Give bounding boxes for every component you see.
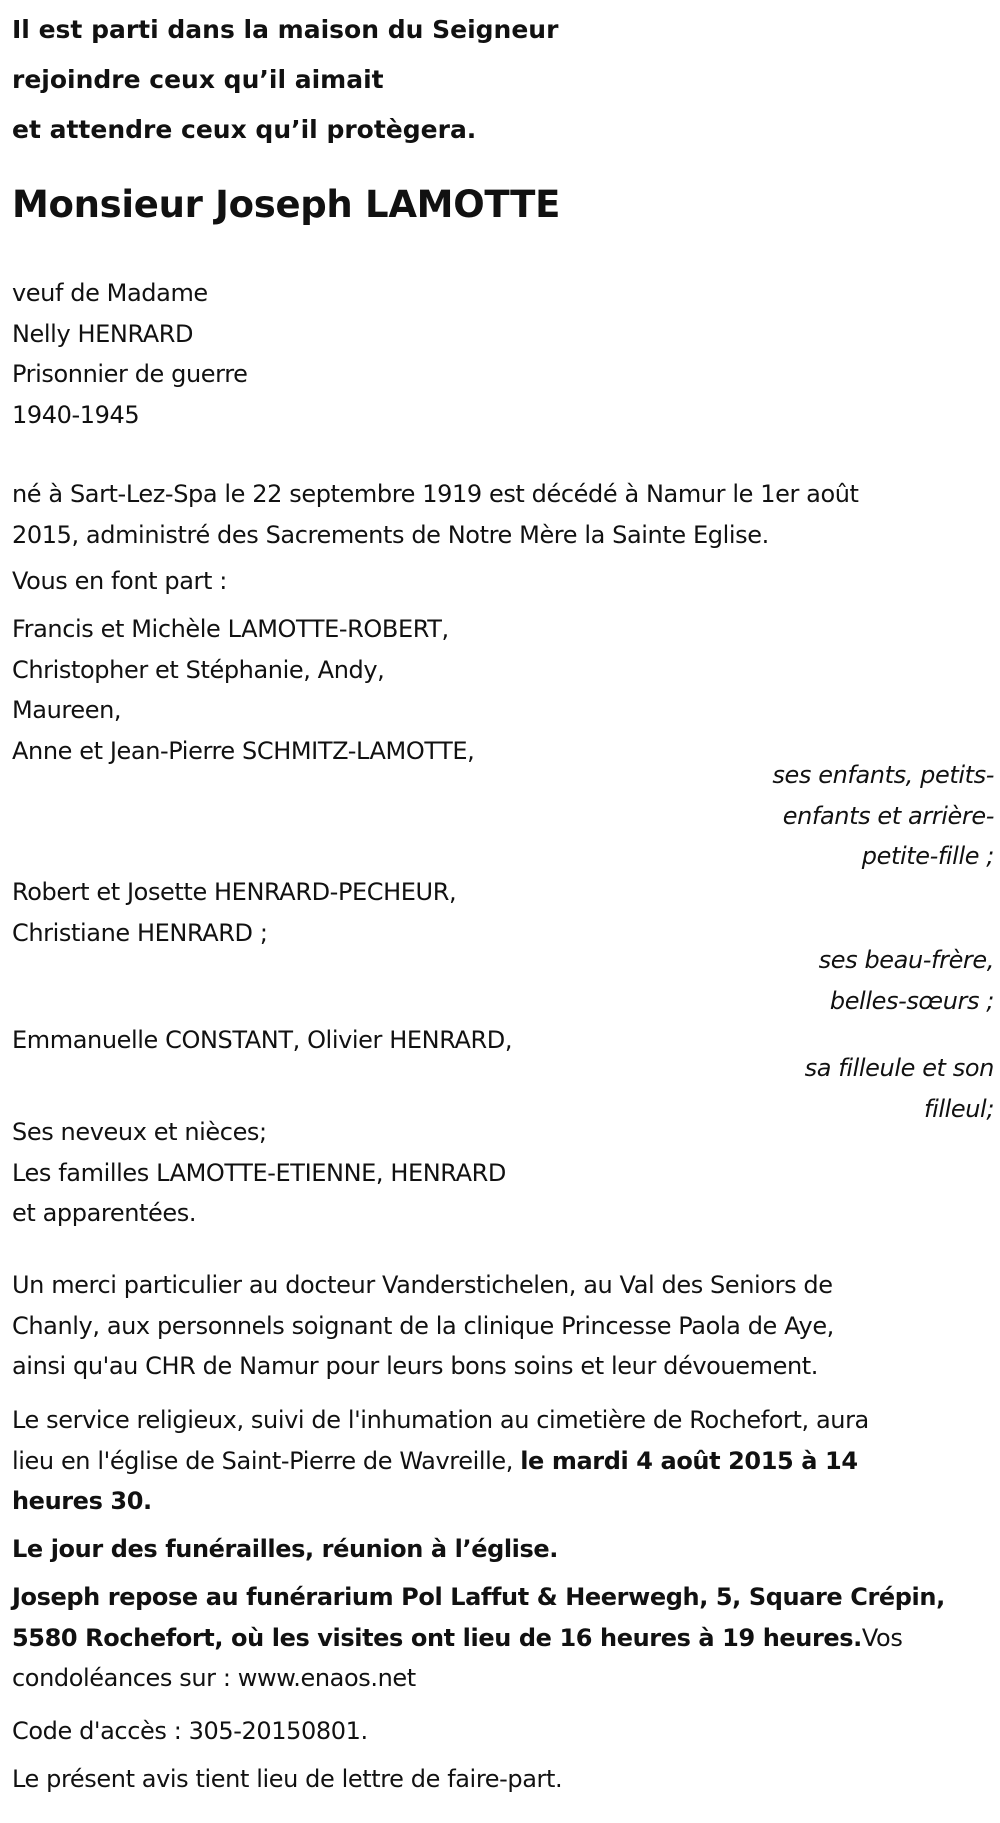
service-time: heures 30.	[12, 1487, 152, 1515]
family-line: et apparentées.	[12, 1199, 197, 1227]
extended-family-block	[12, 1112, 988, 1234]
service-line	[12, 1441, 988, 1482]
thanks-line: ainsi qu'au CHR de Namur pour leurs bons soins et leur dévouement.	[12, 1352, 818, 1380]
funerarium-address: Joseph repose au funérarium Pol Laffut & Heerwegh, 5, Square Crépin,	[12, 1583, 945, 1611]
funerarium-line	[12, 1618, 988, 1659]
closing-note: Le présent avis tient lieu de lettre de faire-part.	[12, 1765, 563, 1793]
service-date: le mardi 4 août 2015 à 14	[520, 1446, 858, 1475]
intro-block	[12, 273, 988, 435]
epigraph-line: rejoindre ceux qu’il aimait	[12, 65, 384, 94]
family-name-line: Robert et Josette HENRARD-PECHEUR,	[12, 878, 457, 906]
access-code: Code d'accès : 305-20150801.	[12, 1717, 368, 1745]
epigraph-line: Il est parti dans la maison du Seigneur	[12, 15, 559, 44]
funerarium-line	[12, 1577, 988, 1618]
birth-death-block	[12, 474, 988, 555]
role-line: ses beau-frère,	[818, 946, 994, 974]
announce-text: Vous en font part :	[12, 567, 227, 595]
role-line: belles-sœurs ;	[829, 986, 994, 1015]
intro-line: 1940-1945	[12, 400, 140, 429]
funerarium-block	[12, 1577, 988, 1699]
intro-line: Nelly HENRARD	[12, 319, 194, 348]
family-name-line: Maureen,	[12, 696, 122, 724]
family-line: Les familles LAMOTTE-ETIENNE, HENRARD	[12, 1158, 506, 1187]
role-line: petite-fille ;	[861, 842, 994, 870]
condolences-line: condoléances sur : www.enaos.net	[12, 1664, 416, 1692]
family-name-line: Christiane HENRARD ;	[12, 918, 268, 947]
family-name-line: Anne et Jean-Pierre SCHMITZ-LAMOTTE,	[12, 736, 475, 765]
role-children	[772, 755, 994, 877]
family-line: Ses neveux et nièces;	[12, 1118, 267, 1146]
condolences-prefix: Vos	[861, 1623, 903, 1652]
service-place: lieu en l'église de Saint-Pierre de Wavreille,	[12, 1446, 521, 1475]
epigraph-line: et attendre ceux qu’il protègera.	[12, 115, 477, 144]
role-in-laws	[819, 940, 994, 1021]
thanks-line: Un merci particulier au docteur Vanderstichelen, au Val des Seniors de	[12, 1271, 833, 1299]
intro-line: veuf de Madame	[12, 279, 208, 307]
birth-death-line: 2015, administré des Sacrements de Notre Mère la Sainte Eglise.	[12, 520, 769, 549]
role-line: enfants et arrière-	[782, 801, 994, 830]
intro-line: Prisonnier de guerre	[12, 360, 248, 388]
deceased-name: Monsieur Joseph LAMOTTE	[12, 183, 561, 226]
role-line: ses enfants, petits-	[772, 761, 994, 789]
service-line: Le service religieux, suivi de l'inhumation au cimetière de Rochefort, aura	[12, 1406, 869, 1434]
epigraph	[12, 5, 558, 155]
funerarium-visits: 5580 Rochefort, où les visites ont lieu de 16 heures à 19 heures.	[12, 1623, 862, 1652]
birth-death-line: né à Sart-Lez-Spa le 22 septembre 1919 est décédé à Namur le 1er août	[12, 480, 859, 508]
role-line: filleul;	[924, 1094, 994, 1123]
funeral-day-bold: Le jour des funérailles, réunion à l’église.	[12, 1535, 558, 1563]
thanks-line: Chanly, aux personnels soignant de la clinique Princesse Paola de Aye,	[12, 1311, 834, 1340]
role-line: sa filleule et son	[804, 1054, 994, 1082]
service-line	[12, 1481, 988, 1522]
family-name-line: Emmanuelle CONSTANT, Olivier HENRARD,	[12, 1026, 513, 1054]
funeral-day-text	[12, 1529, 988, 1570]
family-name-line: Francis et Michèle LAMOTTE-ROBERT,	[12, 615, 449, 643]
group-children	[12, 609, 988, 771]
family-name-line: Christopher et Stéphanie, Andy,	[12, 655, 385, 684]
service-block	[12, 1400, 988, 1522]
thanks-block	[12, 1265, 988, 1387]
